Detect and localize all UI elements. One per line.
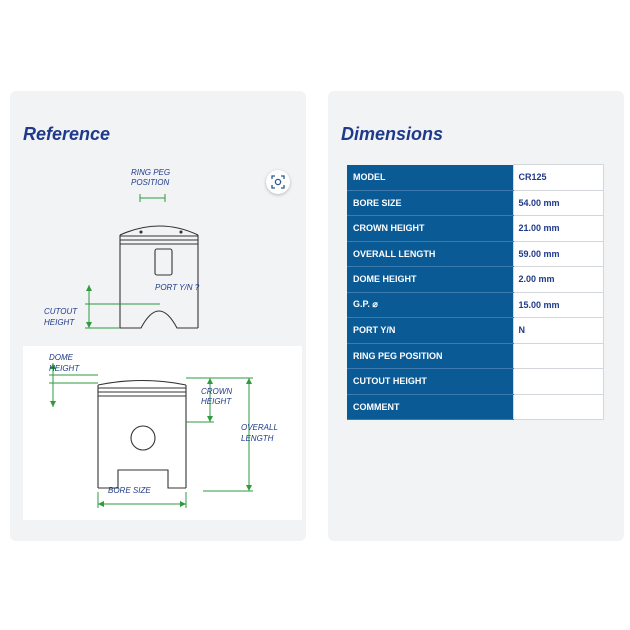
table-row (347, 216, 603, 242)
row-value: 59.00 mm (513, 241, 603, 267)
row-label: G.P. ⌀ (347, 292, 513, 318)
table-row (347, 267, 603, 293)
overall-label-line2: LENGTH (241, 434, 274, 443)
row-value (513, 369, 603, 395)
row-value: 21.00 mm (513, 216, 603, 242)
row-label: CROWN HEIGHT (347, 216, 513, 242)
row-value (513, 343, 603, 369)
row-label: BORE SIZE (347, 190, 513, 216)
row-label: OVERALL LENGTH (347, 241, 513, 267)
port-label: PORT Y/N ? (155, 283, 200, 292)
piston-dimension-diagram (23, 346, 302, 520)
ring-peg-label-line1: RING PEG (131, 168, 171, 177)
row-label: MODEL (347, 165, 513, 191)
crown-label-line2: HEIGHT (201, 397, 232, 406)
table-row (347, 165, 603, 191)
row-value: N (513, 318, 603, 344)
dome-label-line1: DOME (49, 353, 73, 362)
reference-title: Reference (23, 124, 111, 144)
dimensions-table (347, 164, 604, 420)
dimensions-title: Dimensions (341, 124, 444, 144)
ring-peg-label-line2: POSITION (131, 178, 170, 187)
row-value: 15.00 mm (513, 292, 603, 318)
cutout-label-line2: HEIGHT (44, 318, 75, 327)
row-value: CR125 (513, 165, 603, 191)
row-label: RING PEG POSITION (347, 343, 513, 369)
reference-card (10, 91, 306, 541)
row-label: DOME HEIGHT (347, 267, 513, 293)
row-value (513, 394, 603, 420)
overall-label-line1: OVERALL (241, 423, 278, 432)
table-row (347, 394, 603, 420)
dome-label-line2: HEIGHT (49, 364, 80, 373)
table-row (347, 292, 603, 318)
bore-label: BORE SIZE (108, 486, 151, 495)
dimensions-card (328, 91, 624, 541)
row-label: PORT Y/N (347, 318, 513, 344)
table-row (347, 369, 603, 395)
crown-label-line1: CROWN (201, 387, 233, 396)
table-row (347, 343, 603, 369)
row-label: CUTOUT HEIGHT (347, 369, 513, 395)
row-value: 54.00 mm (513, 190, 603, 216)
table-row (347, 190, 603, 216)
piston-top-diagram (10, 91, 306, 346)
row-value: 2.00 mm (513, 267, 603, 293)
table-row (347, 241, 603, 267)
row-label: COMMENT (347, 394, 513, 420)
cutout-label-line1: CUTOUT (44, 307, 78, 316)
table-row (347, 318, 603, 344)
